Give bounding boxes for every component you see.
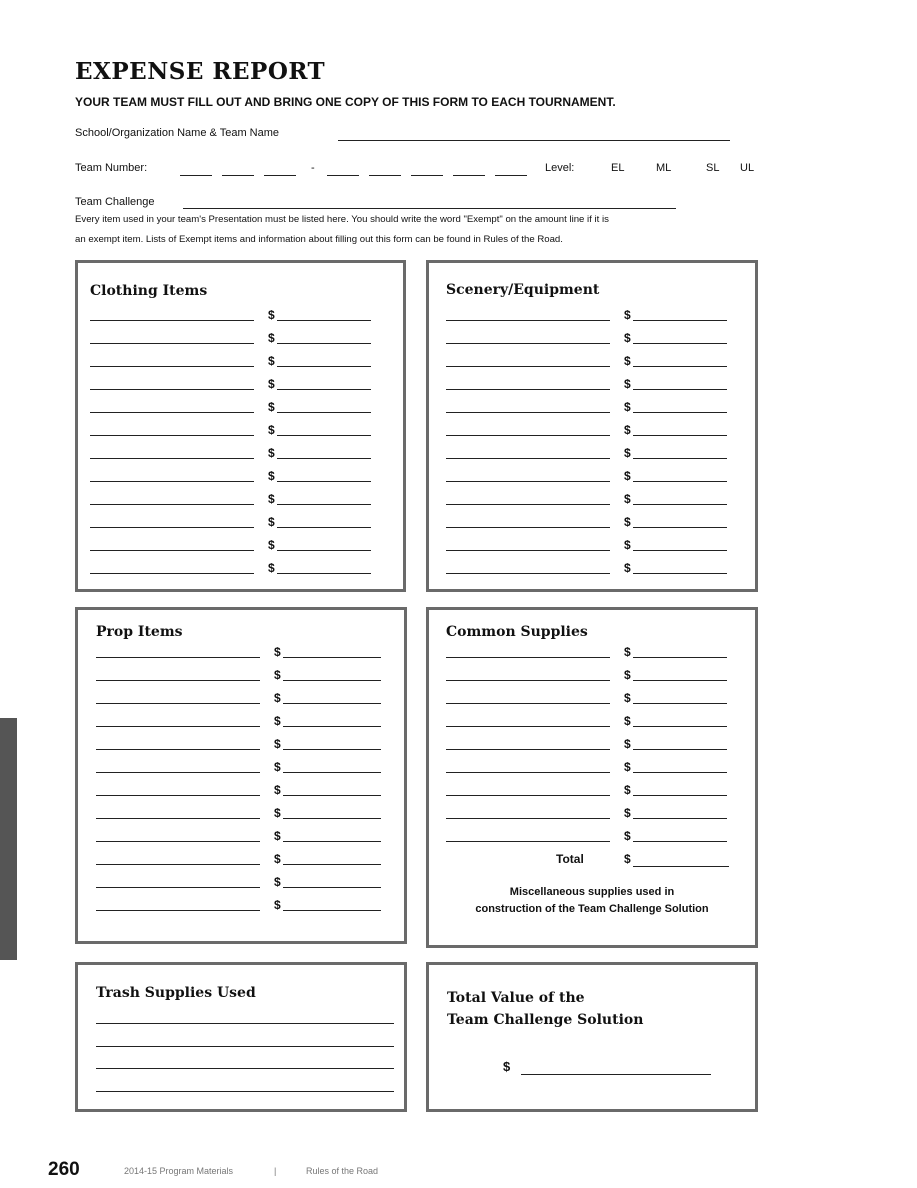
- amount-field[interactable]: [283, 657, 381, 658]
- expense-row: [96, 782, 382, 796]
- dollar-sign: $: [624, 423, 631, 437]
- amount-field[interactable]: [277, 320, 371, 321]
- dollar-sign: $: [624, 691, 631, 705]
- expense-row: [90, 468, 372, 482]
- item-name-field[interactable]: [90, 343, 254, 344]
- dollar-sign: $: [268, 538, 275, 552]
- item-name-field[interactable]: [96, 841, 260, 842]
- common-total-field[interactable]: [633, 866, 729, 867]
- common-note-line-1: Miscellaneous supplies used in: [509, 886, 675, 898]
- team-number-digit-6[interactable]: [411, 175, 443, 176]
- item-name-field[interactable]: [90, 320, 254, 321]
- item-name-field[interactable]: [446, 320, 610, 321]
- item-name-field[interactable]: [446, 481, 610, 482]
- page-subtitle: YOUR TEAM MUST FILL OUT AND BRING ONE COPY OF THIS FORM TO EACH TOURNAMENT.: [75, 95, 616, 109]
- expense-row: [446, 468, 728, 482]
- dollar-sign: $: [624, 469, 631, 483]
- dollar-sign: $: [624, 806, 631, 820]
- expense-row: [96, 667, 382, 681]
- dollar-sign: $: [624, 538, 631, 552]
- dollar-sign: $: [268, 354, 275, 368]
- amount-field[interactable]: [277, 343, 371, 344]
- amount-field[interactable]: [283, 726, 381, 727]
- trash-supplies-title: Trash Supplies Used: [96, 985, 256, 1001]
- common-supplies-title: Common Supplies: [446, 624, 588, 640]
- amount-field[interactable]: [633, 573, 727, 574]
- amount-field[interactable]: [283, 841, 381, 842]
- item-name-field[interactable]: [446, 412, 610, 413]
- trash-line[interactable]: [96, 1068, 394, 1069]
- item-name-field[interactable]: [90, 458, 254, 459]
- item-name-field[interactable]: [96, 680, 260, 681]
- item-name-field[interactable]: [90, 527, 254, 528]
- expense-row: [446, 782, 728, 796]
- item-name-field[interactable]: [446, 550, 610, 551]
- amount-field[interactable]: [633, 703, 727, 704]
- dollar-sign: $: [624, 515, 631, 529]
- prop-items-box: [75, 607, 407, 944]
- item-name-field[interactable]: [446, 389, 610, 390]
- side-tab: [0, 718, 17, 960]
- amount-field[interactable]: [633, 366, 727, 367]
- expense-row: [446, 560, 728, 574]
- expense-row: [96, 690, 382, 704]
- school-name-field[interactable]: [338, 140, 730, 141]
- item-name-field[interactable]: [96, 703, 260, 704]
- amount-field[interactable]: [277, 550, 371, 551]
- level-label: Level:: [545, 162, 575, 174]
- item-name-field[interactable]: [446, 527, 610, 528]
- expense-row: [96, 759, 382, 773]
- expense-row: [446, 514, 728, 528]
- item-name-field[interactable]: [446, 435, 610, 436]
- instructions-line-2: an exempt item. Lists of Exempt items and information about filling out this form can be found in Rules of the Road.: [75, 234, 563, 245]
- dollar-sign: $: [624, 737, 631, 751]
- dollar-sign: $: [624, 783, 631, 797]
- item-name-field[interactable]: [446, 841, 610, 842]
- amount-field[interactable]: [633, 458, 727, 459]
- dollar-sign: $: [274, 875, 281, 889]
- expense-row: [446, 828, 728, 842]
- amount-field[interactable]: [277, 481, 371, 482]
- dollar-sign: $: [274, 852, 281, 866]
- page-number: 260: [48, 1159, 80, 1180]
- expense-row: [96, 736, 382, 750]
- item-name-field[interactable]: [446, 726, 610, 727]
- item-name-field[interactable]: [96, 772, 260, 773]
- dollar-sign: $: [268, 469, 275, 483]
- expense-row: [90, 445, 372, 459]
- item-name-field[interactable]: [90, 504, 254, 505]
- expense-row: [446, 736, 728, 750]
- total-value-field[interactable]: [521, 1074, 711, 1075]
- dollar-sign: $: [274, 806, 281, 820]
- dollar-sign: $: [268, 400, 275, 414]
- dollar-sign: $: [268, 331, 275, 345]
- amount-field[interactable]: [633, 343, 727, 344]
- expense-row: [90, 491, 372, 505]
- expense-row: [96, 828, 382, 842]
- amount-field[interactable]: [277, 412, 371, 413]
- dollar-sign: $: [624, 400, 631, 414]
- dollar-sign: $: [268, 561, 275, 575]
- amount-field[interactable]: [277, 458, 371, 459]
- expense-row: [96, 713, 382, 727]
- amount-field[interactable]: [633, 435, 727, 436]
- item-name-field[interactable]: [96, 726, 260, 727]
- team-challenge-field[interactable]: [183, 208, 676, 209]
- dollar-sign: $: [624, 446, 631, 460]
- amount-field[interactable]: [277, 435, 371, 436]
- dollar-sign: $: [268, 515, 275, 529]
- expense-row: [90, 330, 372, 344]
- amount-field[interactable]: [283, 818, 381, 819]
- expense-row: [446, 667, 728, 681]
- item-name-field[interactable]: [90, 481, 254, 482]
- item-name-field[interactable]: [446, 573, 610, 574]
- item-name-field[interactable]: [90, 550, 254, 551]
- expense-row: [446, 537, 728, 551]
- dollar-sign: $: [268, 377, 275, 391]
- level-sl[interactable]: SL: [706, 162, 720, 174]
- item-name-field[interactable]: [96, 818, 260, 819]
- item-name-field[interactable]: [90, 435, 254, 436]
- amount-field[interactable]: [277, 389, 371, 390]
- expense-row: [90, 307, 372, 321]
- level-el[interactable]: EL: [611, 162, 625, 174]
- item-name-field[interactable]: [90, 412, 254, 413]
- expense-row: [446, 376, 728, 390]
- item-name-field[interactable]: [96, 887, 260, 888]
- dollar-sign: $: [624, 377, 631, 391]
- amount-field[interactable]: [277, 527, 371, 528]
- item-name-field[interactable]: [446, 657, 610, 658]
- team-number-label: Team Number:: [75, 162, 148, 174]
- amount-field[interactable]: [277, 366, 371, 367]
- expense-row: [90, 376, 372, 390]
- trash-line[interactable]: [96, 1046, 394, 1047]
- team-number-digit-1[interactable]: [180, 175, 212, 176]
- trash-supplies-box: [75, 962, 407, 1112]
- dollar-sign: $: [274, 645, 281, 659]
- expense-row: [446, 399, 728, 413]
- expense-row: [446, 445, 728, 459]
- total-value-dollar: $: [503, 1059, 511, 1074]
- amount-field[interactable]: [633, 504, 727, 505]
- dollar-sign: $: [268, 446, 275, 460]
- amount-field[interactable]: [283, 910, 381, 911]
- amount-field[interactable]: [633, 320, 727, 321]
- common-note-line-2: construction of the Team Challenge Solution: [475, 903, 709, 915]
- dollar-sign: $: [274, 714, 281, 728]
- amount-field[interactable]: [277, 573, 371, 574]
- item-name-field[interactable]: [96, 795, 260, 796]
- amount-field[interactable]: [633, 726, 727, 727]
- item-name-field[interactable]: [96, 910, 260, 911]
- expense-row: [90, 537, 372, 551]
- amount-field[interactable]: [633, 412, 727, 413]
- item-name-field[interactable]: [446, 680, 610, 681]
- common-total-dollar: $: [624, 852, 631, 866]
- common-supplies-box: [426, 607, 758, 948]
- clothing-items-title: Clothing Items: [90, 283, 208, 299]
- scenery-equipment-box: [426, 260, 758, 592]
- expense-row: [90, 353, 372, 367]
- amount-field[interactable]: [633, 550, 727, 551]
- amount-field[interactable]: [283, 703, 381, 704]
- total-value-box: [426, 962, 758, 1112]
- dollar-sign: $: [624, 331, 631, 345]
- clothing-items-box: [75, 260, 406, 592]
- team-number-digit-2[interactable]: [222, 175, 254, 176]
- expense-row: [96, 805, 382, 819]
- amount-field[interactable]: [633, 772, 727, 773]
- dollar-sign: $: [624, 645, 631, 659]
- dollar-sign: $: [624, 354, 631, 368]
- dollar-sign: $: [268, 308, 275, 322]
- dollar-sign: $: [274, 783, 281, 797]
- expense-row: [96, 644, 382, 658]
- amount-field[interactable]: [633, 749, 727, 750]
- expense-row: [446, 422, 728, 436]
- dollar-sign: $: [274, 760, 281, 774]
- trash-line[interactable]: [96, 1091, 394, 1092]
- team-number-digit-5[interactable]: [369, 175, 401, 176]
- item-name-field[interactable]: [446, 749, 610, 750]
- amount-field[interactable]: [633, 795, 727, 796]
- instructions-line-1: Every item used in your team's Presentation must be listed here. You should write the word "Exempt" on the amount line if it is: [75, 214, 609, 225]
- expense-row: [90, 560, 372, 574]
- dollar-sign: $: [274, 898, 281, 912]
- amount-field[interactable]: [283, 887, 381, 888]
- level-ul[interactable]: UL: [740, 162, 755, 174]
- dollar-sign: $: [624, 760, 631, 774]
- dollar-sign: $: [268, 492, 275, 506]
- school-name-label: School/Organization Name & Team Name: [75, 127, 280, 139]
- amount-field[interactable]: [633, 389, 727, 390]
- amount-field[interactable]: [633, 841, 727, 842]
- amount-field[interactable]: [283, 749, 381, 750]
- dollar-sign: $: [624, 829, 631, 843]
- item-name-field[interactable]: [446, 504, 610, 505]
- dollar-sign: $: [624, 714, 631, 728]
- dollar-sign: $: [274, 737, 281, 751]
- dollar-sign: $: [274, 691, 281, 705]
- item-name-field[interactable]: [446, 772, 610, 773]
- expense-row: [96, 874, 382, 888]
- expense-row: [446, 330, 728, 344]
- prop-items-title: Prop Items: [96, 624, 183, 640]
- team-number-digit-7[interactable]: [453, 175, 485, 176]
- expense-row: [446, 690, 728, 704]
- item-name-field[interactable]: [90, 389, 254, 390]
- amount-field[interactable]: [633, 527, 727, 528]
- footer-book: Rules of the Road: [306, 1166, 379, 1176]
- team-challenge-label: Team Challenge: [75, 196, 155, 208]
- page-title: EXPENSE REPORT: [75, 58, 326, 85]
- expense-row: [96, 897, 382, 911]
- item-name-field[interactable]: [90, 573, 254, 574]
- expense-row: [446, 353, 728, 367]
- team-number-dash: -: [311, 162, 315, 174]
- amount-field[interactable]: [283, 772, 381, 773]
- level-ml[interactable]: ML: [656, 162, 672, 174]
- amount-field[interactable]: [633, 657, 727, 658]
- dollar-sign: $: [624, 492, 631, 506]
- item-name-field[interactable]: [96, 749, 260, 750]
- item-name-field[interactable]: [96, 864, 260, 865]
- item-name-field[interactable]: [446, 458, 610, 459]
- expense-row: [446, 759, 728, 773]
- amount-field[interactable]: [283, 795, 381, 796]
- expense-row: [446, 491, 728, 505]
- total-value-title-line-2: Team Challenge Solution: [447, 1012, 644, 1028]
- expense-row: [90, 422, 372, 436]
- footer-separator: |: [274, 1166, 277, 1176]
- expense-row: [446, 307, 728, 321]
- item-name-field[interactable]: [446, 795, 610, 796]
- expense-row: [90, 399, 372, 413]
- expense-row: [96, 851, 382, 865]
- item-name-field[interactable]: [446, 818, 610, 819]
- trash-line[interactable]: [96, 1023, 394, 1024]
- item-name-field[interactable]: [446, 703, 610, 704]
- expense-row: [446, 805, 728, 819]
- total-value-title-line-1: Total Value of the: [447, 990, 585, 1006]
- dollar-sign: $: [274, 668, 281, 682]
- footer-program: 2014-15 Program Materials: [124, 1166, 234, 1176]
- dollar-sign: $: [624, 561, 631, 575]
- expense-row: [90, 514, 372, 528]
- dollar-sign: $: [624, 308, 631, 322]
- amount-field[interactable]: [283, 680, 381, 681]
- team-number-digit-8[interactable]: [495, 175, 527, 176]
- item-name-field[interactable]: [446, 366, 610, 367]
- dollar-sign: $: [268, 423, 275, 437]
- expense-row: [446, 644, 728, 658]
- amount-field[interactable]: [633, 481, 727, 482]
- amount-field[interactable]: [633, 818, 727, 819]
- dollar-sign: $: [274, 829, 281, 843]
- amount-field[interactable]: [277, 504, 371, 505]
- amount-field[interactable]: [283, 864, 381, 865]
- scenery-equipment-title: Scenery/Equipment: [446, 282, 600, 298]
- item-name-field[interactable]: [96, 657, 260, 658]
- dollar-sign: $: [624, 668, 631, 682]
- expense-row: [446, 713, 728, 727]
- amount-field[interactable]: [633, 680, 727, 681]
- team-number-digit-3[interactable]: [264, 175, 296, 176]
- common-total-label: Total: [556, 852, 584, 866]
- item-name-field[interactable]: [446, 343, 610, 344]
- item-name-field[interactable]: [90, 366, 254, 367]
- team-number-digit-4[interactable]: [327, 175, 359, 176]
